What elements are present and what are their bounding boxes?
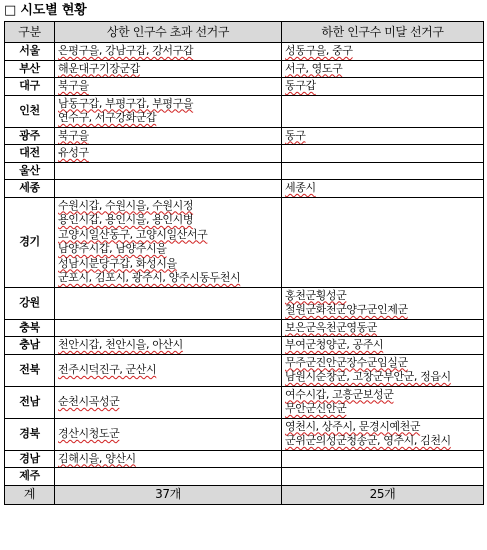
total-label: 계	[5, 485, 55, 504]
under-limit-cell	[282, 43, 484, 61]
region-cell: 울산	[5, 162, 55, 180]
table-row	[5, 450, 484, 468]
region-cell: 경북	[5, 418, 55, 450]
district-list-line: 용인시갑, 용인시을, 용인시병	[58, 213, 194, 226]
section-heading	[0, 0, 487, 21]
district-list-line: 홍천군횡성군	[285, 288, 347, 302]
under-limit-cell	[282, 162, 484, 180]
region-cell: 충북	[5, 319, 55, 337]
table-row	[5, 60, 484, 78]
over-limit-cell	[55, 287, 282, 319]
table-row	[5, 78, 484, 96]
district-list-line: 군위군의성군청송군, 영주시, 김천시	[285, 434, 451, 447]
over-limit-cell	[55, 145, 282, 163]
under-limit-cell	[282, 145, 484, 163]
region-cell: 세종	[5, 180, 55, 198]
under-limit-cell	[282, 468, 484, 486]
table-row	[5, 287, 484, 319]
over-limit-cell	[55, 95, 282, 127]
under-limit-cell	[282, 78, 484, 96]
table-row	[5, 337, 484, 355]
under-limit-cell	[282, 287, 484, 319]
region-cell: 광주	[5, 127, 55, 145]
table-row	[5, 162, 484, 180]
region-cell: 서울	[5, 43, 55, 61]
table-row	[5, 180, 484, 198]
table-row	[5, 354, 484, 386]
region-cell: 경남	[5, 450, 55, 468]
under-limit-cell	[282, 418, 484, 450]
total-under: 25개	[282, 485, 484, 504]
table-row	[5, 127, 484, 145]
over-limit-cell	[55, 354, 282, 386]
header-under-limit: 하한 인구수 미달 선거구	[282, 22, 484, 43]
district-list-line: 무안군신안군	[285, 402, 347, 415]
district-list-line: 북구을	[58, 128, 89, 142]
under-limit-cell	[282, 95, 484, 127]
region-cell: 강원	[5, 287, 55, 319]
region-cell: 충남	[5, 337, 55, 355]
under-limit-cell	[282, 319, 484, 337]
over-limit-cell	[55, 197, 282, 287]
district-list-line: 수원시갑, 수원시을, 수원시정	[58, 198, 194, 212]
district-list-line: 순천시곡성군	[58, 394, 120, 408]
over-limit-cell	[55, 386, 282, 418]
district-list-line: 연수구, 서구강화군갑	[58, 111, 157, 124]
region-cell: 부산	[5, 60, 55, 78]
region-cell: 전남	[5, 386, 55, 418]
under-limit-cell	[282, 354, 484, 386]
table-row	[5, 95, 484, 127]
over-limit-cell	[55, 162, 282, 180]
over-limit-cell	[55, 319, 282, 337]
district-list-line: 남동구갑, 부평구갑, 부평구을	[58, 96, 194, 110]
table-row	[5, 386, 484, 418]
district-list-line: 세종시	[285, 181, 316, 194]
district-list-line: 해운대구기장군갑	[58, 61, 140, 75]
district-list-line: 남원시순창군, 고창군부안군, 정읍시	[285, 370, 451, 383]
table-row	[5, 145, 484, 163]
under-limit-cell	[282, 127, 484, 145]
district-list-line: 여수시갑, 고흥군보성군	[285, 387, 394, 401]
district-list-line: 전주시덕진구, 군산시	[58, 362, 157, 376]
district-list-line: 군포시, 김포시, 광주시, 양주시동두천시	[58, 271, 241, 284]
district-list-line: 철원군화천군양구군인제군	[285, 303, 408, 316]
over-limit-cell	[55, 60, 282, 78]
header-over-limit: 상한 인구수 초과 선거구	[55, 22, 282, 43]
district-list-line: 동구	[285, 128, 306, 142]
district-list-line: 성동구을, 중구	[285, 44, 353, 57]
region-cell: 대전	[5, 145, 55, 163]
region-cell: 인천	[5, 95, 55, 127]
district-list-line: 동구갑	[285, 79, 316, 92]
district-list-line: 유성구	[58, 146, 89, 159]
table-row	[5, 468, 484, 486]
square-bullet-icon: □	[4, 3, 17, 18]
district-list-line: 서구, 영도구	[285, 61, 343, 75]
district-list-line: 김해시을, 양산시	[58, 451, 136, 465]
constituency-table	[4, 21, 484, 505]
heading-title: 시도별 현황	[20, 3, 87, 18]
district-list-line: 천안시갑, 천안시을, 아산시	[58, 338, 183, 351]
over-limit-cell	[55, 180, 282, 198]
table-row	[5, 197, 484, 287]
region-cell: 전북	[5, 354, 55, 386]
district-list-line: 북구을	[58, 79, 89, 92]
table-row	[5, 418, 484, 450]
district-list-line: 은평구을, 강남구갑, 강서구갑	[58, 44, 194, 57]
region-cell: 제주	[5, 468, 55, 486]
region-cell: 경기	[5, 197, 55, 287]
table-row	[5, 319, 484, 337]
table-row	[5, 43, 484, 61]
total-row	[5, 485, 484, 504]
under-limit-cell	[282, 386, 484, 418]
over-limit-cell	[55, 468, 282, 486]
under-limit-cell	[282, 337, 484, 355]
header-category: 구분	[5, 22, 55, 43]
district-list-line: 고양시일산동구, 고양시일산서구	[58, 227, 208, 241]
over-limit-cell	[55, 127, 282, 145]
region-cell: 대구	[5, 78, 55, 96]
district-list-line: 경산시청도군	[58, 426, 120, 440]
over-limit-cell	[55, 337, 282, 355]
district-list-line: 부여군청양군, 공주시	[285, 338, 384, 351]
total-over: 37개	[55, 485, 282, 504]
district-list-line: 보은군옥천군영동군	[285, 320, 378, 334]
district-list-line: 영천시, 상주시, 문경시예천군	[285, 419, 421, 433]
over-limit-cell	[55, 450, 282, 468]
district-list-line: 남양주시갑, 남양주시을	[58, 242, 167, 255]
under-limit-cell	[282, 197, 484, 287]
over-limit-cell	[55, 78, 282, 96]
under-limit-cell	[282, 450, 484, 468]
district-list-line: 성남시분당구갑, 화성시을	[58, 256, 177, 270]
over-limit-cell	[55, 418, 282, 450]
table-header-row	[5, 22, 484, 43]
district-list-line: 무주군진안군장수군임실군	[285, 355, 408, 369]
under-limit-cell	[282, 180, 484, 198]
over-limit-cell	[55, 43, 282, 61]
under-limit-cell	[282, 60, 484, 78]
